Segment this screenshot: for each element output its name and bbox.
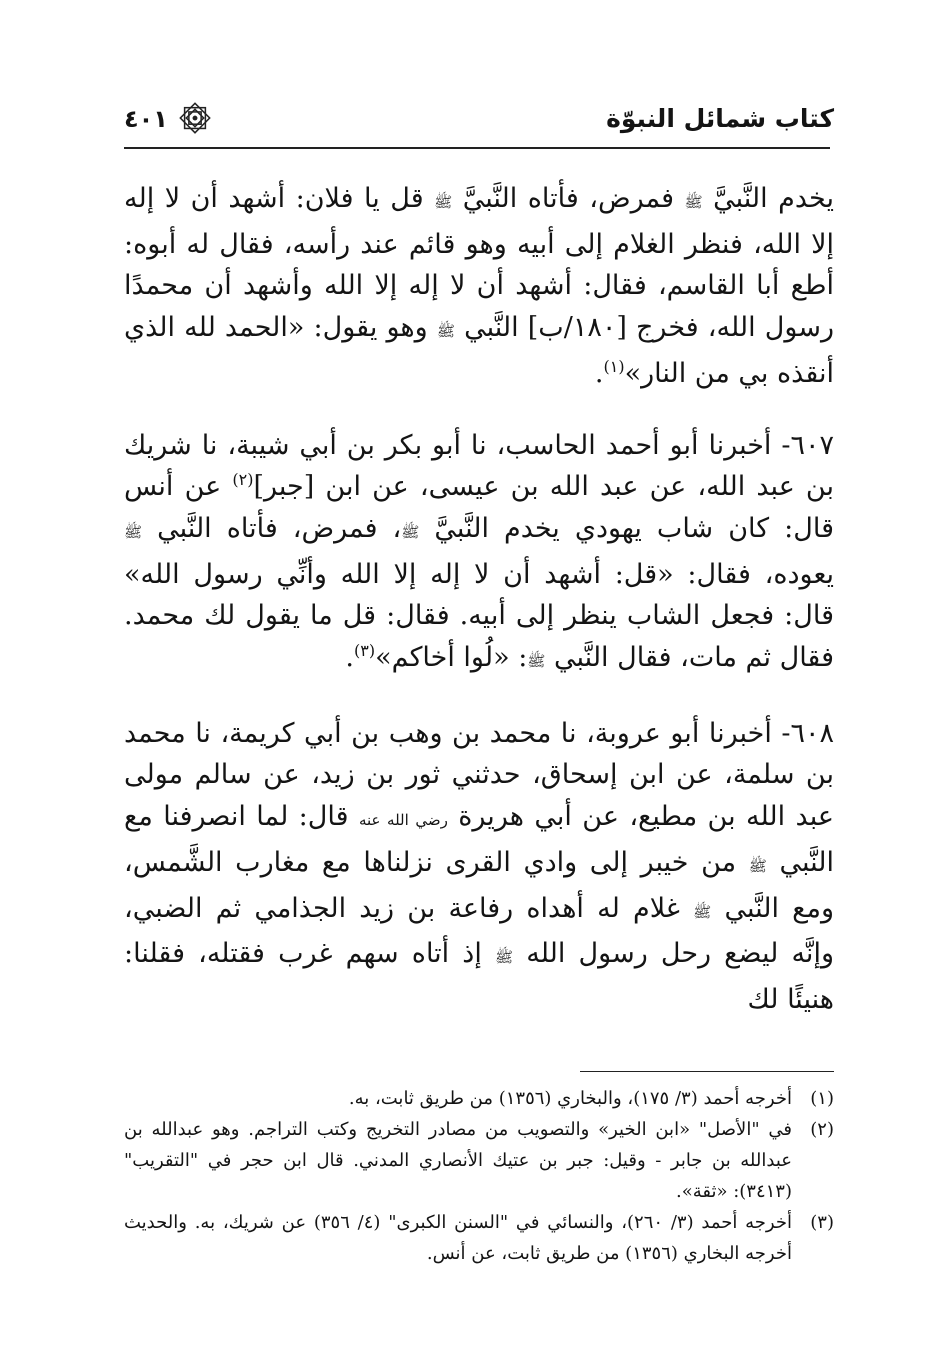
footnote-rule [580, 1071, 834, 1072]
footnote-text: أخرجه أحمد (٣/ ١٧٥)، والبخاري (١٣٥٦) من طريق ثابت، به. [348, 1088, 792, 1109]
footnotes [124, 1083, 834, 1269]
text-run: ٦٠٧- أخبرنا أبو أحمد الحاسب، نا أبو بكر بن أبي شيبة، نا شريك بن عبد الله، عن عبد الله بن عيسى، عن ابن [جبر] [124, 429, 834, 503]
text-run: ٦٠٨- أخبرنا أبو عروبة، نا محمد بن وهب بن أبي كريمة، نا محمد بن سلمة، عن ابن إسحاق، حدثني ثور بن زيد، عن سالم مولى عبد الله بن مطيع، عن أبي هريرة [124, 717, 834, 833]
paragraph-continuation [124, 178, 834, 395]
text-run: غلام له أهداه رفاعة بن زيد الجذامي ثم الضبي، وإنَّه ليضع رحل رسول الله [124, 892, 834, 970]
text-run: قل يا فلان: أشهد أن لا إله إلا الله، فنظر الغلام إلى أبيه وهو قائم عند رأسه، فقال له أبوه: أطع أبا القاسم، فقال: أشهد أن لا إله إلا الله وأشهد أن محمدًا رسول الله، فخرج [١٨٠/ب] النَّبي [124, 183, 834, 344]
page-header [124, 96, 834, 148]
text-run: وهو يقول: «الحمد لله الذي أنقذه بي من النار» [124, 312, 834, 389]
footnote-ref[interactable]: (١) [603, 356, 625, 376]
footnote-number: (١) [810, 1088, 834, 1109]
footnote-2 [124, 1114, 834, 1207]
footnote-ref[interactable]: (٣) [353, 641, 376, 661]
honorific-glyph: ﷺ [684, 193, 703, 211]
text-run: قال: لما انصرفنا مع النَّبي [124, 801, 834, 878]
header-rule [124, 147, 830, 149]
footnote-number: (٢) [810, 1119, 834, 1140]
octagram-ornament-icon [176, 102, 214, 136]
text-run: . [594, 357, 604, 389]
page-number-group [124, 102, 214, 136]
honorific-glyph: ﷺ [401, 522, 420, 541]
honorific-glyph: ﷺ [494, 948, 514, 967]
text-run: عن أنس قال: كان شاب يهودي يخدم النَّبيَّ [124, 471, 834, 544]
honorific-glyph: ﷺ [436, 322, 455, 341]
text-run: يعوده، فقال: «قل: أشهد أن لا إله إلا الله وأنِّي رسول الله» قال: فجعل الشاب ينظر إلى أبيه. فقال: قل ما يقول لك محمد. فقال ثم مات، فقال النَّبي [124, 558, 834, 674]
honorific-glyph: ﷺ [124, 522, 143, 541]
page-number: ٤٠١ [124, 105, 168, 133]
running-title: كتاب شمائل النبوّة [606, 104, 834, 133]
footnote-ref[interactable]: (٢) [232, 470, 254, 490]
text-run: إذ أتاه سهم غرب فقتله، فقلنا: هنيئًا لك [124, 938, 834, 1015]
honorific-glyph: رضي الله عنه [358, 811, 448, 830]
honorific-glyph: ﷺ [434, 193, 453, 211]
hadith-608 [124, 713, 834, 1021]
honorific-glyph: ﷺ [527, 652, 546, 671]
footnote-3 [124, 1207, 834, 1269]
text-run: من خيبر إلى وادي القرى نزلناها مع مغارب الشَّمس، ومع النَّبي [124, 846, 835, 924]
hadith-607 [124, 425, 834, 683]
footnote-text: أخرجه أحمد (٣/ ٢٦٠)، والنسائي في "السنن الكبرى" (٤/ ٣٥٦) عن شريك، به. والحديث أخرجه البخاري (١٣٥٦) من طريق ثابت، عن أنس. [124, 1212, 792, 1264]
text-run: فمرض، فأتاه النَّبيَّ [462, 183, 675, 214]
footnote-text: في "الأصل" «ابن الخير» والتصويب من مصادر التخريج وكتب التراجم. وهو عبدالله بن عبدالله بن جابر - وقيل: جبر بن عتيك الأنصاري المدني. قال ابن حجر في "التقريب" (٣٤١٣): «ثقة». [124, 1119, 792, 1202]
honorific-glyph: ﷺ [748, 856, 767, 875]
text-run: يخدم النَّبيَّ [713, 183, 834, 214]
honorific-glyph: ﷺ [693, 902, 712, 921]
text-run: ، فمرض، فأتاه النَّبي [157, 512, 402, 544]
footnote-1 [124, 1083, 834, 1114]
footnote-number: (٣) [810, 1212, 834, 1233]
text-run: . [345, 642, 354, 674]
text-run: : «لُوا أخاكم» [375, 642, 528, 674]
main-text [124, 178, 834, 1021]
